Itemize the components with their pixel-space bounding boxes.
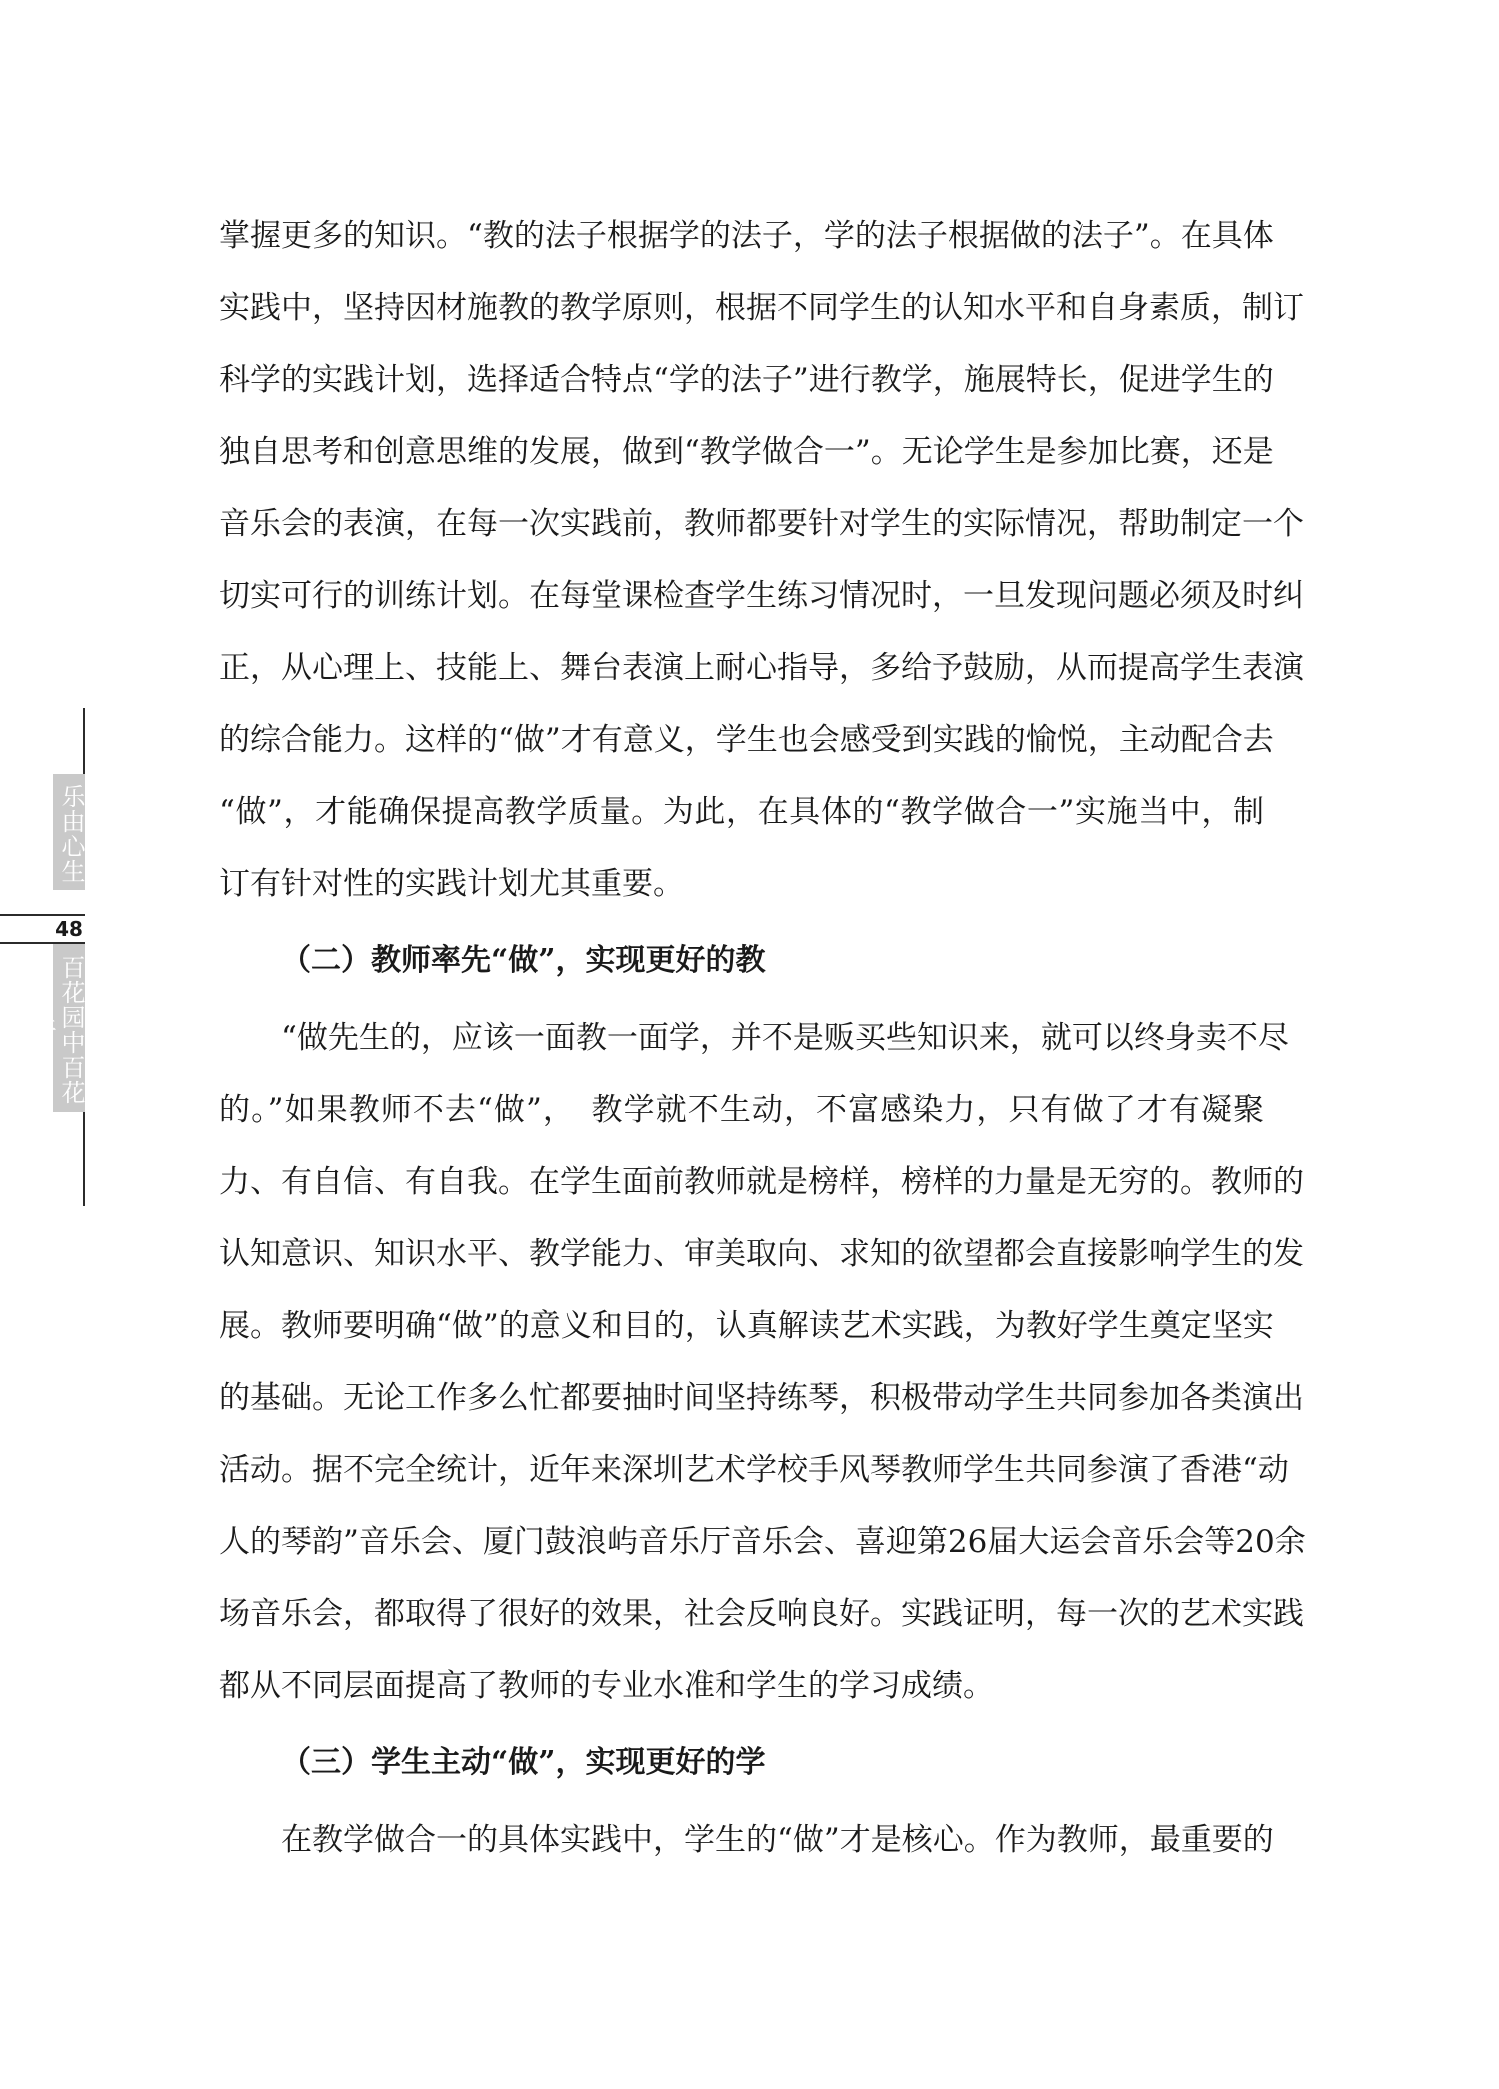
text-line: “做先生的，应该一面教一面学，并不是贩买些知识来，就可以终身卖不尽: [281, 1020, 1289, 1056]
section-heading-2: （二）教师率先“做”，实现更好的教: [281, 943, 766, 978]
text-line: 的。”如果教师不去“做”， 教学就不生动，不富感染力，只有做了才有凝聚: [219, 1092, 1264, 1128]
text-line: 掌握更多的知识。“教的法子根据学的法子，学的法子根据做的法子”。在具体: [219, 218, 1274, 254]
text-line: 的综合能力。这样的“做”才有意义，学生也会感受到实践的愉悦，主动配合去: [219, 722, 1274, 758]
paragraph-2: [219, 1002, 1306, 1722]
page-number-bar: [0, 914, 85, 944]
text-line: 独自思考和创意思维的发展，做到“教学做合一”。无论学生是参加比赛，还是: [219, 434, 1274, 470]
paragraph-1: [219, 200, 1304, 920]
text-line: 都从不同层面提高了教师的专业水准和学生的学习成绩。: [219, 1668, 994, 1704]
text-line: 正，从心理上、技能上、舞台表演上耐心指导，多给予鼓励，从而提高学生表演: [219, 650, 1304, 686]
section-heading-3: （三）学生主动“做”，实现更好的学: [281, 1745, 766, 1780]
text-line: 活动。据不完全统计，近年来深圳艺术学校手风琴教师学生共同参演了香港“动: [219, 1452, 1289, 1488]
running-tab-lower-text: 百花园中百花开: [28, 955, 85, 1105]
body-text: [219, 200, 1306, 1876]
page-number: 48: [55, 917, 83, 941]
text-line: 展。教师要明确“做”的意义和目的，认真解读艺术实践，为教好学生奠定坚实: [219, 1308, 1274, 1344]
text-line: 切实可行的训练计划。在每堂课检查学生练习情况时，一旦发现问题必须及时纠: [219, 578, 1304, 614]
text-line: 音乐会的表演，在每一次实践前，教师都要针对学生的实际情况，帮助制定一个: [219, 506, 1304, 542]
running-tab-upper-text: 乐由心生: [57, 784, 85, 884]
text-line: 订有针对性的实践计划尤其重要。: [219, 866, 684, 902]
margin-rule-top: [83, 708, 85, 774]
text-line: 实践中，坚持因材施教的教学原则，根据不同学生的认知水平和自身素质，制订: [219, 290, 1304, 326]
text-line: 认知意识、知识水平、教学能力、审美取向、求知的欲望都会直接影响学生的发: [219, 1236, 1304, 1272]
margin-rule-bottom: [83, 1112, 85, 1206]
text-line: 在教学做合一的具体实践中，学生的“做”才是核心。作为教师，最重要的: [281, 1822, 1274, 1858]
text-line: 力、有自信、有自我。在学生面前教师就是榜样，榜样的力量是无穷的。教师的: [219, 1164, 1304, 1200]
text-line: “做”，才能确保提高教学质量。为此，在具体的“教学做合一”实施当中，制: [219, 794, 1264, 830]
text-line: 科学的实践计划，选择适合特点“学的法子”进行教学，施展特长，促进学生的: [219, 362, 1274, 398]
paragraph-3: [219, 1804, 1274, 1876]
running-tab-lower: [28, 944, 85, 1112]
running-tab-upper: [53, 774, 85, 890]
text-line: 场音乐会，都取得了很好的效果，社会反响良好。实践证明，每一次的艺术实践: [219, 1596, 1304, 1632]
text-line: 的基础。无论工作多么忙都要抽时间坚持练琴，积极带动学生共同参加各类演出: [219, 1380, 1304, 1416]
text-line: 人的琴韵”音乐会、厦门鼓浪屿音乐厅音乐会、喜迎第26届大运会音乐会等20余: [219, 1524, 1306, 1560]
